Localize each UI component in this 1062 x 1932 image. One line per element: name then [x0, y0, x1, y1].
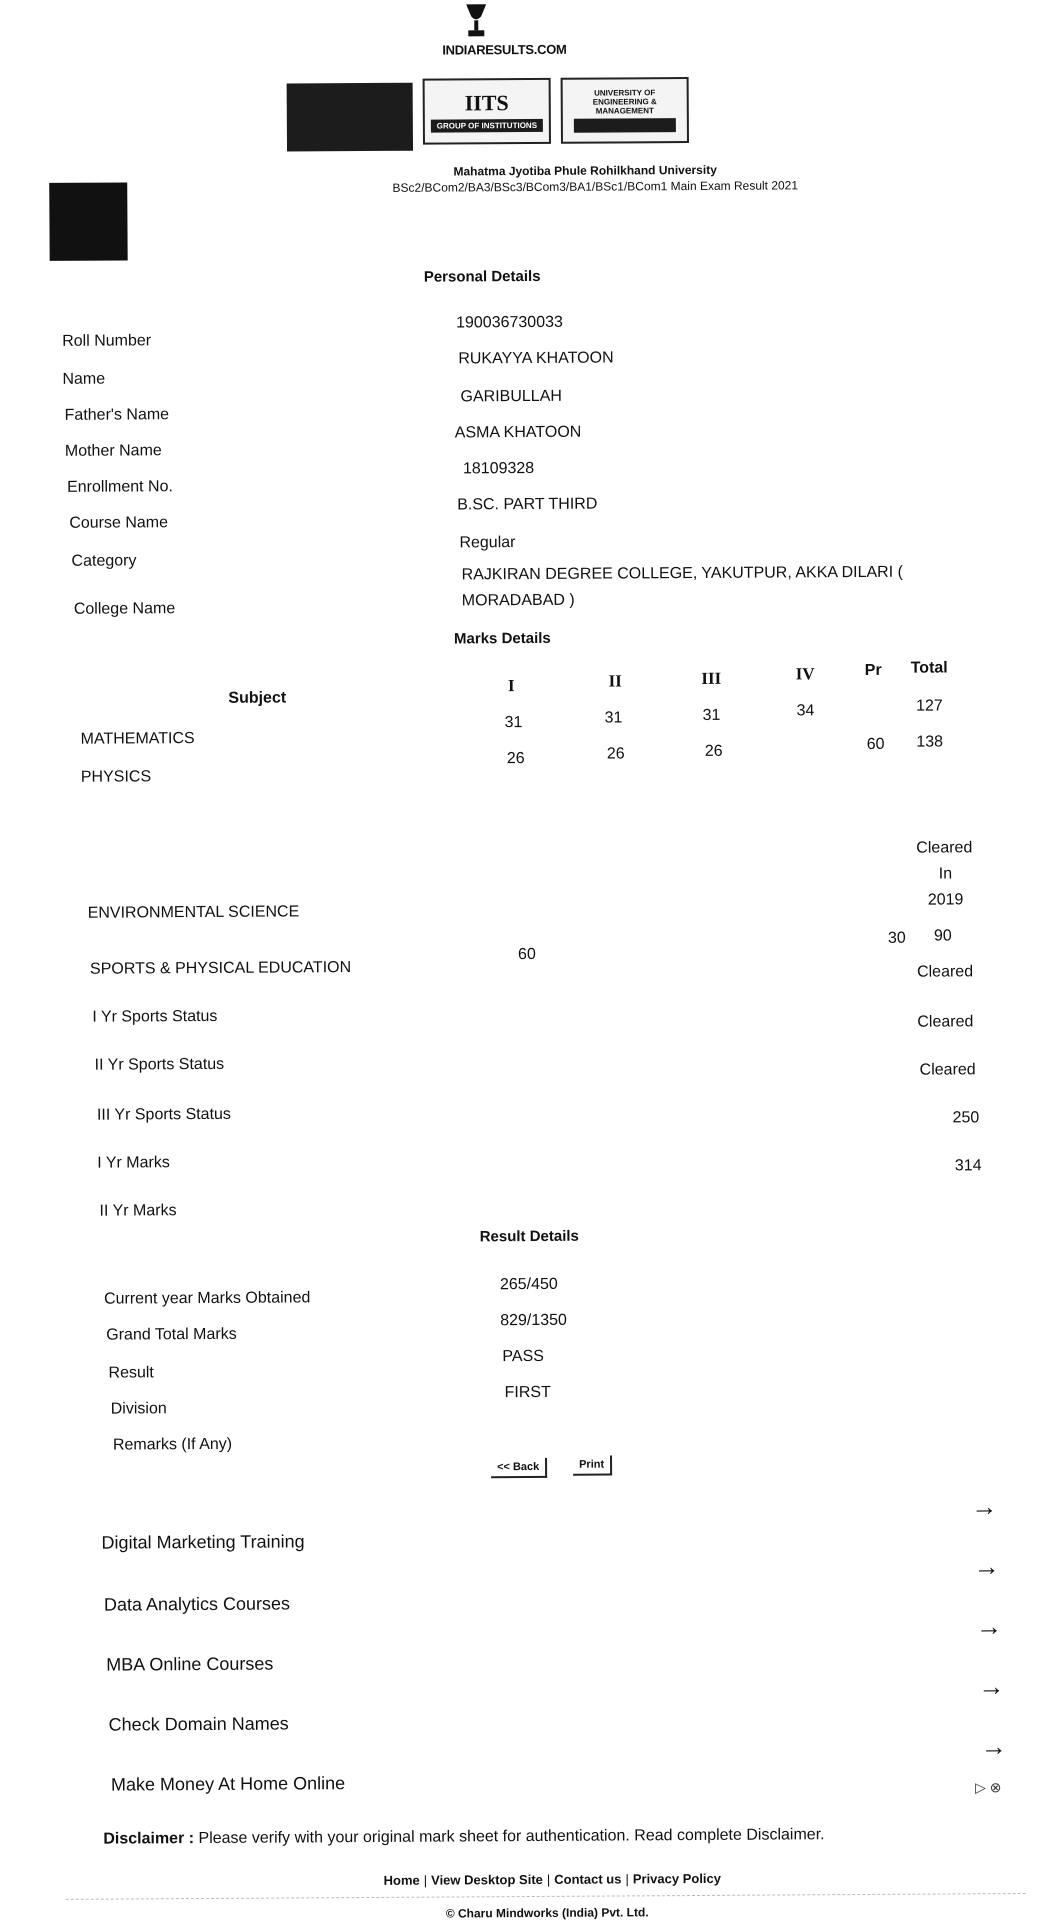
sports-total: 90 [933, 927, 952, 945]
sponsor-3-phone-bar [574, 118, 676, 133]
trophy-icon [461, 2, 491, 40]
yr3-sports-value: Cleared [919, 1061, 976, 1079]
name-label: Name [62, 370, 106, 388]
print-button[interactable]: Print [573, 1456, 612, 1476]
arrow-right-icon[interactable]: → [971, 1491, 998, 1522]
copyright: © Charu Mindworks (India) Pvt. Ltd. [445, 1905, 649, 1921]
arrow-right-icon[interactable]: → [975, 1611, 1003, 1642]
sponsor-2-sub: GROUP OF INSTITUTIONS [431, 119, 543, 133]
name-value: RUKAYYA KHATOON [458, 349, 614, 368]
col-header-total: Total [910, 659, 948, 677]
division-value: FIRST [504, 1383, 551, 1402]
division-label: Division [110, 1400, 167, 1418]
col-header-pr: Pr [864, 661, 882, 679]
col-header-iv: IV [795, 664, 815, 684]
math-ii: 31 [604, 709, 623, 727]
disclaimer-label: Disclaimer : [103, 1830, 195, 1848]
father-name-label: Father's Name [64, 406, 170, 424]
result-details-title: Result Details [479, 1227, 579, 1246]
link-make-money[interactable]: Make Money At Home Online [110, 1773, 346, 1795]
footer-links [384, 1871, 721, 1888]
link-digital-marketing[interactable]: Digital Marketing Training [101, 1531, 305, 1553]
physics-i: 26 [506, 750, 525, 768]
current-year-marks-value: 265/450 [499, 1275, 558, 1294]
roll-number-value: 190036730033 [456, 313, 563, 332]
subject-sports: SPORTS & PHYSICAL EDUCATION [89, 959, 352, 978]
category-label: Category [71, 552, 137, 570]
footer-separator: | [546, 1871, 551, 1887]
arrow-right-icon[interactable]: → [978, 1671, 1005, 1702]
ad-choices-icon[interactable]: ▷ ⊗ [974, 1779, 1002, 1796]
physics-iii: 26 [704, 742, 723, 760]
math-iii: 31 [702, 706, 721, 724]
exam-name: BSc2/BCom2/BA3/BSc3/BCom3/BA1/BSc1/BCom1 Main Exam Result 2021 [392, 178, 799, 195]
arrow-right-icon[interactable]: → [980, 1731, 1007, 1762]
grand-total-value: 829/1350 [500, 1311, 567, 1330]
col-header-iii: III [701, 668, 722, 688]
yr3-sports-label: III Yr Sports Status [96, 1105, 231, 1124]
mother-name-label: Mother Name [64, 442, 162, 460]
env-status-line1: Cleared [916, 839, 973, 857]
yr1-sports-label: I Yr Sports Status [92, 1007, 218, 1026]
env-status-line2: In [938, 865, 953, 883]
yr2-sports-label: II Yr Sports Status [94, 1055, 225, 1074]
yr2-marks-label: II Yr Marks [99, 1202, 177, 1220]
footer-separator: | [625, 1871, 629, 1887]
remarks-label: Remarks (If Any) [112, 1435, 233, 1454]
footer-link-desktop[interactable]: View Desktop Site [431, 1871, 543, 1888]
subject-header: Subject [228, 689, 287, 707]
arrow-right-icon[interactable]: → [973, 1551, 1000, 1582]
course-name-label: Course Name [69, 514, 169, 532]
university-name: Mahatma Jyotiba Phule Rohilkhand University [453, 162, 717, 179]
marks-details-title: Marks Details [453, 629, 551, 648]
back-button[interactable]: << Back [491, 1458, 547, 1478]
link-data-analytics[interactable]: Data Analytics Courses [103, 1593, 291, 1615]
mother-name-value: ASMA KHATOON [454, 423, 582, 442]
math-i: 31 [504, 714, 523, 732]
yr1-sports-value: Cleared [916, 963, 974, 981]
physics-pr: 60 [866, 735, 885, 753]
disclaimer-text[interactable]: Please verify with your original mark sheet for authentication. Read complete Disclaimer. [198, 1826, 825, 1848]
father-name-value: GARIBULLAH [460, 387, 562, 406]
sponsor-banner-3[interactable] [561, 77, 689, 144]
sports-pr: 30 [887, 929, 906, 947]
env-status-line3: 2019 [927, 891, 964, 909]
site-name[interactable]: INDIARESULTS.COM [442, 41, 567, 58]
math-total: 127 [916, 697, 943, 715]
subject-physics: PHYSICS [80, 768, 152, 786]
sponsor-banner-1[interactable] [287, 83, 413, 152]
category-value: Regular [459, 534, 516, 552]
footer-separator: | [423, 1872, 428, 1888]
yr1-marks-value: 250 [952, 1109, 980, 1127]
result-value: PASS [502, 1347, 544, 1366]
footer-divider [66, 1893, 1026, 1900]
college-name-label: College Name [73, 600, 176, 618]
disclaimer [103, 1826, 824, 1848]
roll-number-label: Roll Number [62, 332, 152, 350]
course-name-value: B.SC. PART THIRD [457, 495, 598, 514]
student-photo [49, 182, 127, 260]
current-year-marks-label: Current year Marks Obtained [103, 1289, 311, 1308]
footer-link-privacy[interactable]: Privacy Policy [632, 1870, 722, 1887]
college-name-value: RAJKIRAN DEGREE COLLEGE, YAKUTPUR, AKKA DILARI ( MORADABAD ) [461, 563, 903, 610]
yr1-marks-label: I Yr Marks [97, 1154, 170, 1172]
col-header-i: I [507, 676, 515, 696]
yr2-sports-value: Cleared [917, 1013, 974, 1031]
grand-total-label: Grand Total Marks [106, 1325, 237, 1344]
enrollment-value: 18109328 [462, 459, 535, 478]
physics-total: 138 [916, 733, 944, 751]
physics-ii: 26 [606, 745, 625, 763]
yr2-marks-value: 314 [954, 1157, 982, 1175]
sponsor-2-name: IITS [464, 90, 509, 116]
subject-env: ENVIRONMENTAL SCIENCE [87, 903, 300, 922]
footer-link-contact[interactable]: Contact us [554, 1871, 622, 1887]
footer-link-home[interactable]: Home [383, 1872, 420, 1888]
result-label: Result [108, 1364, 154, 1382]
math-iv: 34 [796, 702, 815, 720]
personal-details-title: Personal Details [423, 267, 541, 286]
link-check-domain[interactable]: Check Domain Names [108, 1713, 289, 1735]
sports-i: 60 [517, 945, 536, 964]
col-header-ii: II [608, 671, 622, 691]
enrollment-label: Enrollment No. [67, 478, 173, 496]
sponsor-banner-2[interactable] [423, 78, 551, 145]
sponsor-3-name: UNIVERSITY OF ENGINEERING & MANAGEMENT [592, 88, 657, 116]
subject-math: MATHEMATICS [80, 730, 195, 748]
link-mba-online[interactable]: MBA Online Courses [106, 1653, 274, 1675]
